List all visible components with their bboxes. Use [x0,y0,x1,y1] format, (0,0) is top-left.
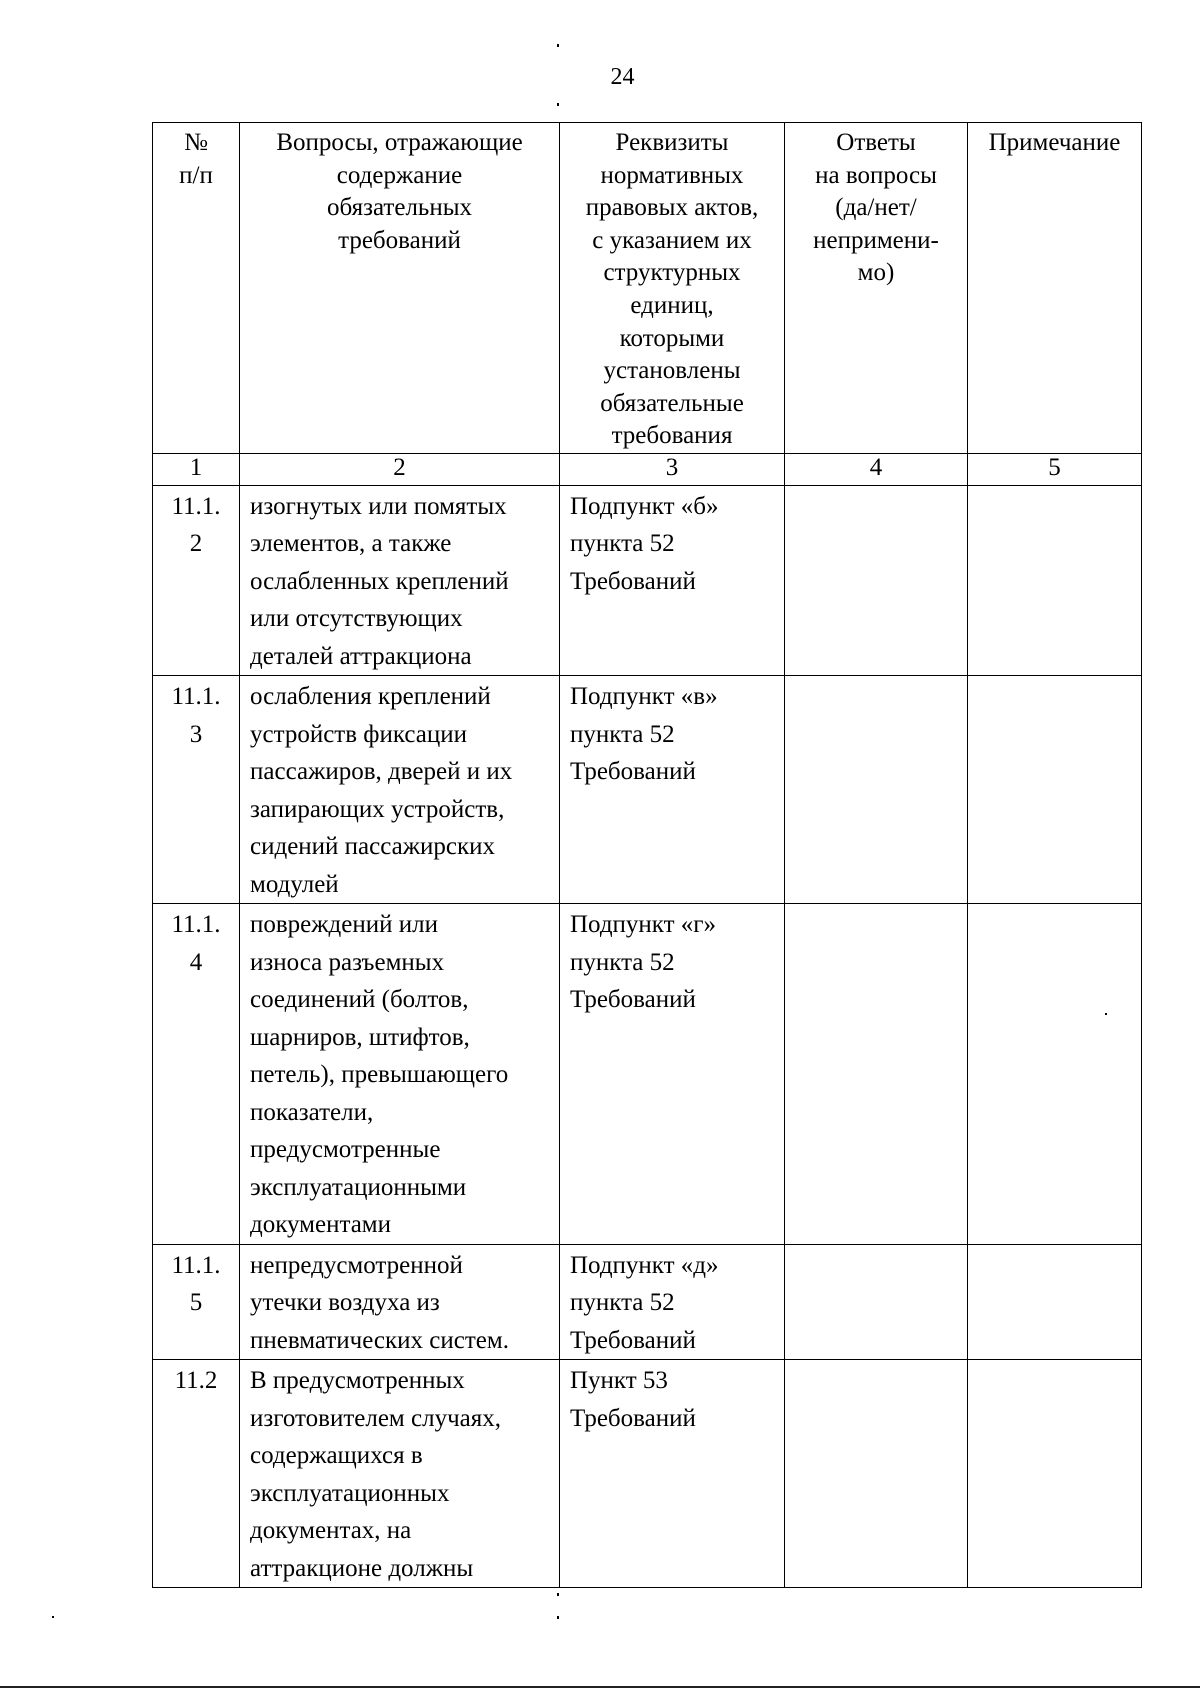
note-cell [968,1360,1142,1588]
cell-line: шарниров, штифтов, [250,1023,470,1051]
header-line: п/п [179,161,213,189]
header-cell-note [968,123,1142,454]
cell-line: 2 [189,530,203,558]
header-line: структурных [603,259,741,287]
requisites-cell [560,676,785,904]
cell-line: 11.1. [171,683,221,711]
cell-line: модулей [250,870,339,898]
cell-line: запирающих устройств, [250,795,505,823]
cell-line: пункта 52 [570,530,675,558]
header-line: № [184,129,208,156]
header-line: Ответы [836,129,916,156]
header-line: Реквизиты [615,129,729,156]
header-cell-number [153,123,240,454]
requisites-cell [560,485,785,676]
column-number: 1 [153,453,240,485]
answer-cell [785,1244,968,1360]
cell-line: непредусмотренной [250,1251,463,1279]
header-line: Примечание [988,129,1121,156]
cell-line: эксплуатационных [250,1479,450,1507]
note-cell [968,676,1142,904]
table-row [153,485,1142,676]
header-line: с указанием их [592,226,752,254]
answer-cell [785,485,968,676]
cell-line: документах, на [250,1517,412,1545]
cell-line: аттракционе должны [250,1554,474,1582]
row-number-cell [153,485,240,676]
table-row [153,676,1142,904]
cell-line: 11.1. [171,492,221,520]
cell-line: устройств фиксации [250,720,468,748]
cell-line: Подпункт «г» [570,911,717,939]
cell-line: предусмотренные [250,1136,441,1164]
header-line: единиц, [630,291,714,319]
cell-line: Требований [570,986,696,1014]
scan-artifact [557,1593,559,1596]
cell-line: содержащихся в [250,1442,423,1470]
cell-line: ослабления креплений [250,683,491,711]
header-line: обязательные [600,389,744,417]
header-cell-answers [785,123,968,454]
cell-line: Подпункт «в» [570,683,718,711]
header-line: содержание [336,161,463,189]
cell-line: 3 [189,720,203,748]
column-number: 2 [240,453,560,485]
cell-line: Подпункт «б» [570,492,719,520]
question-cell [240,485,560,676]
table-body [153,485,1142,1588]
note-cell [968,485,1142,676]
header-line: Вопросы, отражающие [276,129,523,156]
cell-line: 4 [189,948,203,976]
scan-artifact [1105,1013,1107,1015]
header-line: которыми [619,324,725,352]
table-row [153,1244,1142,1360]
header-line: требований [338,226,461,254]
cell-line: соединений (болтов, [250,986,469,1014]
cell-line: пассажиров, дверей и их [250,758,513,786]
column-number: 4 [785,453,968,485]
table-row [153,1360,1142,1588]
cell-line: пункта 52 [570,1289,675,1317]
question-cell [240,904,560,1245]
column-number: 5 [968,453,1142,485]
cell-line: Подпункт «д» [570,1251,719,1279]
answer-cell [785,676,968,904]
scan-artifact [52,1616,54,1618]
header-line: (да/нет/ [835,194,917,222]
header-cell-questions [240,123,560,454]
cell-line: 11.1. [171,911,221,939]
column-number: 3 [560,453,785,485]
cell-line: 11.2 [174,1367,218,1395]
row-number-cell [153,904,240,1245]
cell-line: Пункт 53 [570,1367,668,1395]
answer-cell [785,1360,968,1588]
requisites-cell [560,904,785,1245]
column-number-row [153,453,1142,485]
table-row [153,904,1142,1245]
cell-line: Требований [570,1404,696,1432]
cell-line: элементов, а также [250,530,452,558]
requisites-cell [560,1360,785,1588]
header-line: правовых актов, [585,194,759,222]
row-number-cell [153,1244,240,1360]
note-cell [968,904,1142,1245]
requirements-table [152,122,1142,1588]
question-cell [240,1360,560,1588]
cell-line: изогнутых или помятых [250,492,507,520]
note-cell [968,1244,1142,1360]
cell-line: пункта 52 [570,948,675,976]
header-line: нормативных [600,161,744,189]
cell-line: 5 [189,1289,203,1317]
header-line: обязательных [327,194,472,222]
cell-line: документами [250,1211,392,1239]
cell-line: сидений пассажирских [250,833,496,861]
cell-line: петель), превышающего [250,1061,509,1089]
cell-line: ослабленных креплений [250,567,509,595]
cell-line: пункта 52 [570,720,675,748]
row-number-cell [153,676,240,904]
scan-artifact [557,44,559,47]
header-cell-requisites [560,123,785,454]
cell-line: Требований [570,567,696,595]
header-line: установлены [603,357,741,385]
cell-line: показатели, [250,1098,374,1126]
question-cell [240,1244,560,1360]
question-cell [240,676,560,904]
requisites-cell [560,1244,785,1360]
table-header-row [153,123,1142,454]
cell-line: В предусмотренных [250,1367,465,1395]
page-number: 24 [610,64,635,90]
cell-line: износа разъемных [250,948,445,976]
cell-line: эксплуатационными [250,1173,467,1201]
header-line: требования [611,422,733,450]
cell-line: повреждений или [250,911,438,939]
scan-bottom-edge [0,1686,1200,1688]
cell-line: изготовителем случаях, [250,1404,501,1432]
cell-line: Требований [570,1326,696,1354]
scan-artifact [557,1616,559,1619]
cell-line: деталей аттракциона [250,642,472,670]
header-line: мо) [857,259,895,287]
answer-cell [785,904,968,1245]
row-number-cell [153,1360,240,1588]
cell-line: или отсутствующих [250,605,463,633]
scan-artifact [557,103,559,106]
header-line: непримени- [813,226,939,254]
cell-line: пневматических систем. [250,1326,509,1354]
header-line: на вопросы [815,161,937,189]
cell-line: Требований [570,758,696,786]
cell-line: утечки воздуха из [250,1289,440,1317]
cell-line: 11.1. [171,1251,221,1279]
